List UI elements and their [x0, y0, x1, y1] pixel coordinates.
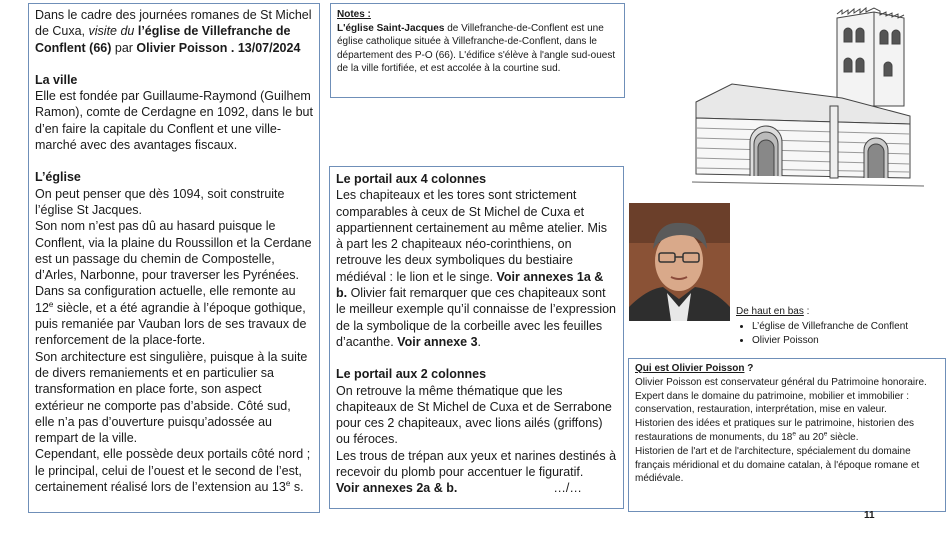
portrait-photo	[629, 203, 730, 321]
continuation-mark: …/…	[553, 481, 582, 496]
portail4-text	[336, 187, 617, 350]
portail2-heading: Le portail aux 2 colonnes	[336, 367, 487, 382]
who-paragraph-1: Olivier Poisson est conservateur général du Patrimoine honoraire. Expert dans le domaine du patrimoine, mobilier et immobilier : conservation, restauration, interprétation, mise en valeur.	[635, 376, 927, 416]
who-p2-end: siècle.	[827, 431, 859, 443]
caption-list	[736, 320, 941, 349]
who-heading: Qui est Olivier Poisson	[635, 363, 745, 374]
caption-item-church: • L’église de Villefranche de Conflent	[752, 320, 941, 335]
intro-church-name: l’église de Villefranche de Conflent (66)	[35, 24, 291, 55]
eglise-paragraph-5	[35, 446, 313, 495]
who-p2-sup-2: e	[823, 430, 828, 438]
who-box	[628, 358, 946, 512]
portail2-annex: Voir annexes 2a & b.	[336, 481, 458, 496]
notes-church-name: L'église Saint-Jacques	[337, 22, 445, 34]
notes-box	[330, 3, 625, 98]
eglise-paragraph-3	[35, 283, 313, 348]
who-heading-line	[635, 362, 939, 376]
photo-caption	[736, 305, 941, 349]
page-number: 11	[864, 510, 875, 521]
intro-italic: visite du	[88, 24, 138, 39]
eglise-heading: L’église	[35, 170, 81, 185]
eglise-paragraph-2: Son nom n’est pas dû au hasard puisque le Conflent, via la plaine du Roussillon et la Cerdane est un passage du chemin de Compostelle, d’Arles, Narbonne, pour traverser les Pyrénées.	[35, 219, 312, 283]
who-paragraph-3: Historien de l'art et de l'architecture, spécialement du domaine français méridional et du domaine catalan, à l'époque romane et médiévale.	[635, 445, 920, 485]
notes-heading: Notes :	[337, 9, 371, 20]
portail2-text-1: On retrouve la même thématique que les chapiteaux de St Michel de Cuxa et de Serrabone pour ces 2 chapiteaux, avec lions ailés (griffons) ou féroces.	[336, 383, 612, 447]
who-paragraph-2	[635, 417, 939, 445]
eglise-p5-text: Cependant, elle possède deux portails côté nord ; le principal, celui de l’ouest et le second de l’est, certainement réalisé lors de l’extension au 13	[35, 447, 311, 495]
eglise-paragraph-4: Son architecture est singulière, puisque à la suite de divers remaniements et en particulier sa transformation en place forte, son aspect extérieur ne comporte pas d’abside. Côté sud, elle n’a pas d’ouverture puisqu’adossée au rempart de la ville.	[35, 349, 308, 446]
caption-heading-line	[736, 305, 941, 320]
who-p2-text: Historien des idées et pratiques sur le patrimoine, historien des restaurations de monuments, du 18	[635, 418, 915, 443]
portail4-text-2: Olivier fait remarquer que ces chapiteaux sont le meilleur exemple qu’il connaisse de l’expression de la symbolique de la corbeille avec les feuilles d’acanthe.	[336, 286, 617, 349]
eglise-p5-text-end: s.	[290, 480, 304, 495]
left-text-box	[28, 3, 320, 513]
caption-item-portrait: • Olivier Poisson	[752, 334, 941, 349]
ville-text: Elle est fondée par Guillaume-Raymond (Guilhem Ramon), comte de Cerdagne en 1092, dans le but d’en faire la capitale du Conflent et une ville-marché avec des avantages fiscaux.	[35, 89, 313, 153]
portails-box	[329, 166, 624, 509]
who-p2-mid: au 20	[795, 431, 824, 443]
who-p2-sup-1: e	[792, 430, 796, 438]
who-heading-suffix: ?	[744, 363, 754, 374]
notes-text	[337, 22, 618, 76]
intro-by: par	[111, 40, 137, 55]
portail4-end: .	[477, 334, 482, 349]
caption-heading: De haut en bas	[736, 306, 804, 317]
intro-text: Dans le cadre des journées romanes de St Michel de Cuxa,	[35, 8, 312, 39]
intro-author: Olivier Poisson	[136, 40, 228, 55]
caption-heading-suffix: :	[803, 306, 810, 317]
eglise-p3-text: Dans sa configuration actuelle, elle remonte au 12	[35, 284, 296, 315]
portail2-text-2: Les trous de trépan aux yeux et narines destinés à recevoir du plomb pour accentuer le figuratif.	[336, 448, 617, 480]
portail2-annex-line	[336, 480, 617, 496]
portail4-text-1: Les chapiteaux et les tores sont strictement comparables à ceux de St Michel de Cuxa et appartiennent certainement au même atelier. Mis à part les 2 chapiteaux néo-corinthiens, on retrouve les deux symboliques du bestiaire médiéval : le lion et le singe.	[336, 188, 607, 284]
portail4-annex-3: Voir annexe 3	[397, 334, 478, 349]
portail4-heading: Le portail aux 4 colonnes	[336, 172, 487, 186]
intro-paragraph	[35, 7, 313, 56]
ville-heading: La ville	[35, 72, 78, 87]
eglise-p5-sup: e	[285, 478, 291, 488]
notes-body: de Villefranche-de-Conflent est une église catholique située à Villefranche-de-Conflent, dans le département des P-O (66). L'édifice s'élève à l'angle sud-ouest de la ville fortifiée, et est accolée à la courtine sud.	[337, 22, 616, 75]
portail4-annex-1: Voir annexes 1a & b.	[336, 269, 604, 301]
eglise-p3-sup: e	[48, 299, 54, 309]
church-illustration	[692, 6, 924, 191]
eglise-paragraph-1: On peut penser que dès 1094, soit construite l’église St Jacques.	[35, 186, 285, 217]
eglise-p3-text-end: siècle, et a été agrandie à l’époque gothique, puis remaniée par Vauban lors de ses travaux de renforcement de la place-forte.	[35, 300, 307, 348]
intro-date: . 13/07/2024	[227, 40, 301, 55]
